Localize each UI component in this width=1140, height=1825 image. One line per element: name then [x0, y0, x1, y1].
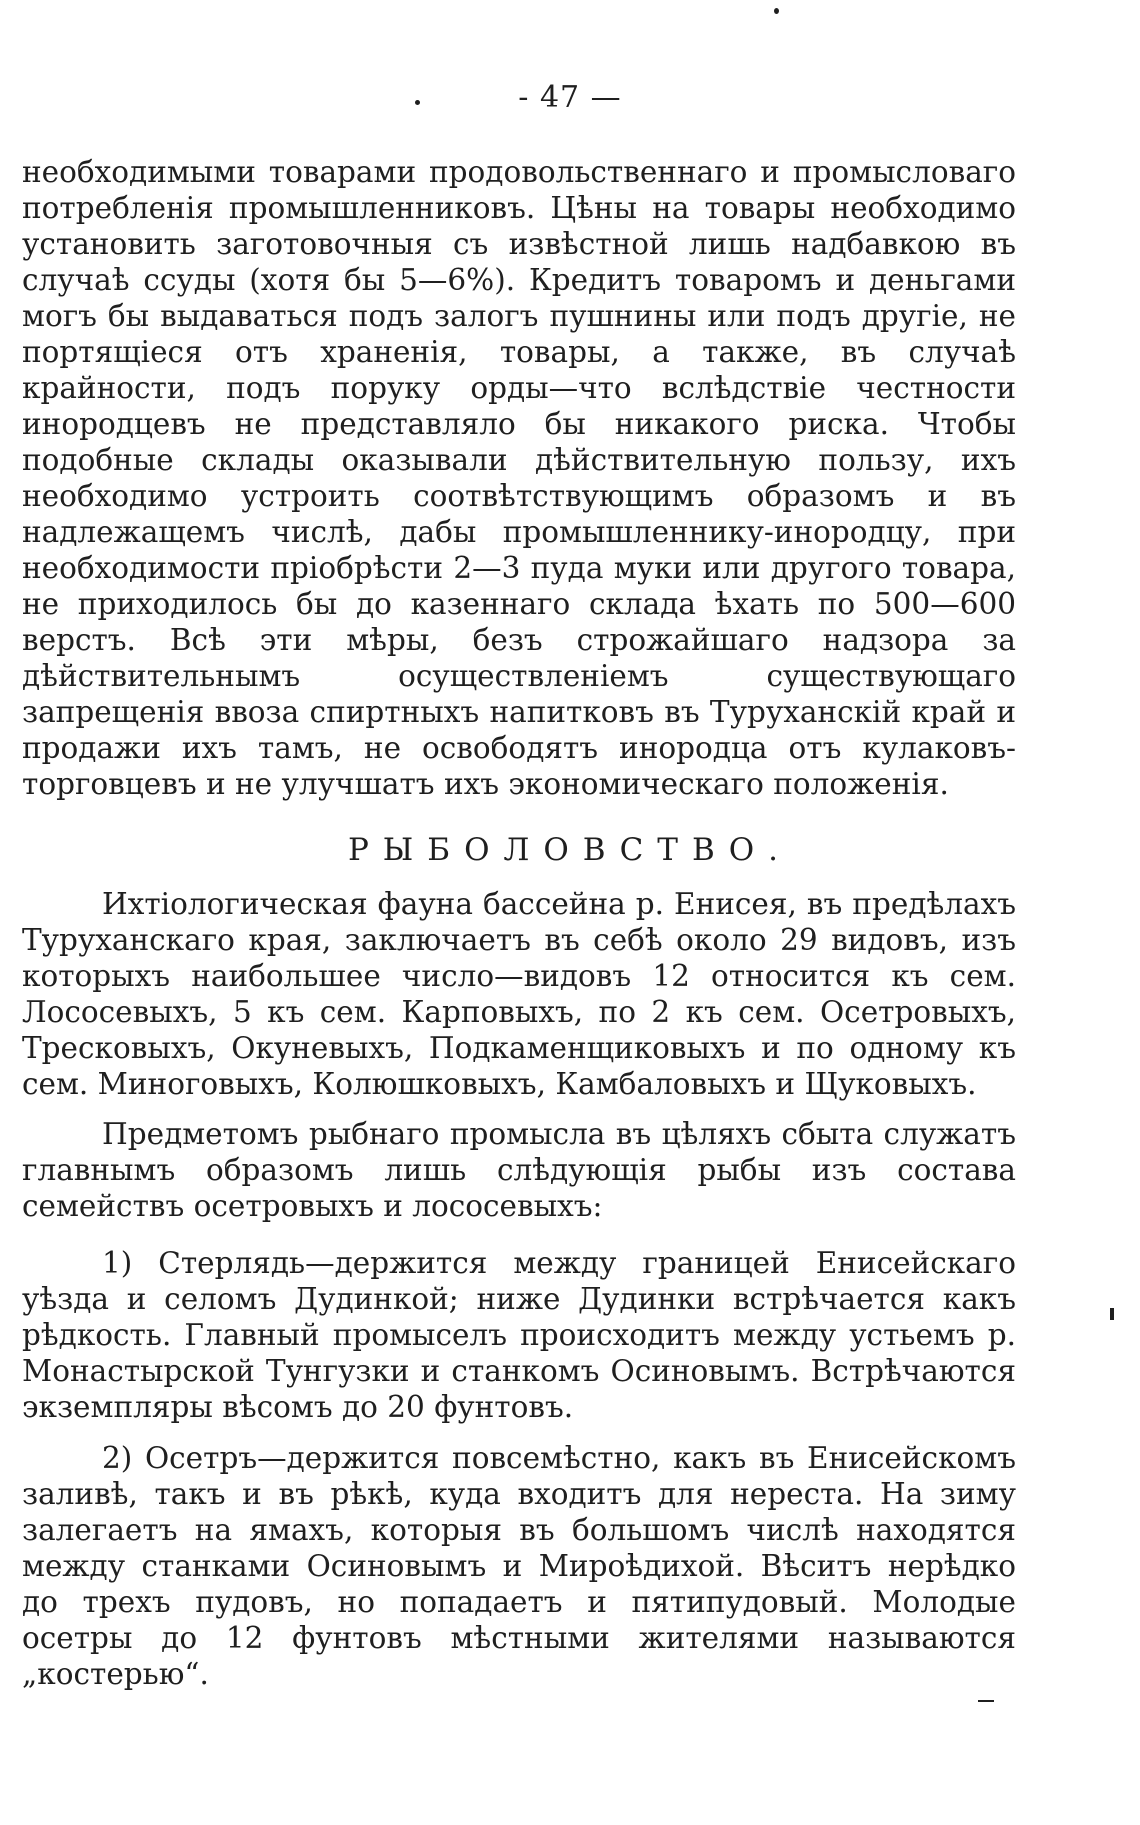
- paragraph-continued-text: необходимыми товарами продовольственнаго и промысловаго потребленія промышленниковъ. Цѣны на товары необходимо установить заготовочныя съ извѣстной лишь надбавкою въ случаѣ ссуды (хотя бы 5—6%). Кредитъ товаромъ и деньгами могъ бы выдаваться подъ залогъ пушнины или подъ другіе, не портящіеся отъ храненія, товары, а также, въ случаѣ крайности, подъ поруку орды—что вслѣдствіе честности инородцевъ не представляло бы никакого риска. Чтобы подобные склады оказывали дѣйствительную пользу, ихъ необходимо устроить соотвѣтствующимъ образомъ и въ надлежащемъ числѣ, дабы промышленнику-инородцу, при необходимости пріобрѣсти 2—3 пуда муки или другого товара, не приходилось бы до казеннаго склада ѣхать по 500—600 верстъ. Всѣ эти мѣры, безъ строжайшаго надзора за дѣйствительнымъ осуществленіемъ существующаго запрещенія ввоза спиртныхъ напитковъ въ Туруханскій край и продажи ихъ тамъ, не освободятъ инородца отъ кулаковъ-торговцевъ и не улучшатъ ихъ экономическаго положенія.: [22, 155, 1016, 801]
- paragraph-fauna-text: Ихтіологическая фауна бассейна р. Енисея, въ предѣлахъ Туруханскаго края, заключаетъ въ себѣ около 29 видовъ, изъ которыхъ наибольшее число—видовъ 12 относится къ сем. Лососевыхъ, 5 къ сем. Карповыхъ, по 2 къ сем. Осетровыхъ, Тресковыхъ, Окуневыхъ, Подкаменщиковыхъ и по одному къ сем. Миноговыхъ, Колюшковыхъ, Камбаловыхъ и Щуковыхъ.: [22, 887, 1016, 1101]
- print-speck: [774, 8, 779, 14]
- page-number: - 47 —: [518, 80, 622, 115]
- list-item-sterlet: [22, 1245, 1016, 1425]
- paragraph-trade-text: Предметомъ рыбнаго промысла въ цѣляхъ сбыта служатъ главнымъ образомъ лишь слѣдующія рыбы изъ состава семействъ осетровыхъ и лососевыхъ:: [22, 1117, 1016, 1223]
- margin-mark: [1110, 1308, 1114, 1320]
- list-item-sturgeon-text: 2) Осетръ—держится повсемѣстно, какъ въ Енисейскомъ заливѣ, такъ и въ рѣкѣ, куда входитъ для нереста. На зиму залегаетъ на ямахъ, которыя въ большомъ числѣ находятся между станками Осиновымъ и Мироѣдихой. Вѣситъ нерѣдко до трехъ пудовъ, но попадаетъ и пятипудовый. Молодые осетры до 12 фунтовъ мѣстными жителями называются „костерью“.: [22, 1441, 1016, 1691]
- paragraph-fauna: [22, 886, 1016, 1102]
- list-item-sturgeon: [22, 1440, 1016, 1692]
- page-number-line: [0, 80, 1140, 115]
- section-heading-fishing: РЫБОЛОВСТВО.: [347, 832, 793, 868]
- bottom-mark: [978, 1700, 994, 1702]
- paragraph-trade: [22, 1116, 1016, 1224]
- paragraph-continued: [22, 154, 1016, 802]
- page-number-dot: [415, 100, 420, 105]
- list-item-sterlet-text: 1) Стерлядь—держится между границей Енисейскаго уѣзда и селомъ Дудинкой; ниже Дудинки встрѣчается какъ рѣдкость. Главный промыселъ происходитъ между устьемъ р. Монастырской Тунгузки и станкомъ Осиновымъ. Встрѣчаются экземпляры вѣсомъ до 20 фунтовъ.: [22, 1246, 1016, 1424]
